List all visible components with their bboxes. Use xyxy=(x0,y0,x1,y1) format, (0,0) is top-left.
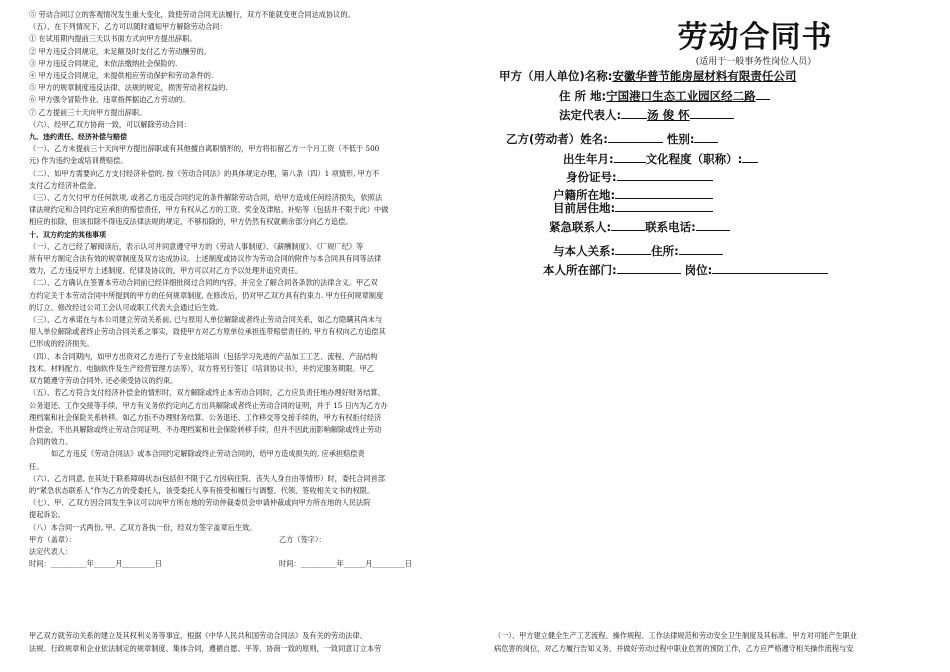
household-input[interactable] xyxy=(615,187,713,199)
legal-rep-value: 汤 俊 怀 xyxy=(647,108,690,122)
text-line: （四）、本合同期内，如甲方出资对乙方进行了专业技能培训（包括学习先进的产品加工工艺、流程、产品结构 xyxy=(29,351,378,361)
text-line: （三）、乙方欠付甲方任何款项, 或者乙方违反合同约定的条件解除劳动合同，给甲方造成任何经济损失，依照法 xyxy=(29,193,383,203)
signature-row xyxy=(29,534,454,546)
text-line: 元) 作为违约金或培训费赔偿。 xyxy=(29,156,128,166)
address-label: 住 所 地: xyxy=(559,89,607,103)
household-label: 户籍所在地: xyxy=(553,188,616,202)
text-line: 的订立、修改经过公司工会认可或职工代表大会通过后生效。 xyxy=(29,302,224,312)
text-line: 支付乙方经济补偿金。 xyxy=(29,180,101,190)
text-line: 补偿金，不出具解除或终止劳动合同证明、不办理档案和社会保险转移手续，但并不因此而影响解除或终止劳动 xyxy=(29,424,382,434)
section-heading-10: 十、双方约定的其他事项 xyxy=(29,230,106,239)
text-line: （五）、若乙方符合支付经济补偿金的情形时，双方解除或终止本劳动合同时，乙方应负责任地办理好财务结算、 xyxy=(29,388,385,398)
text-line: 甲乙双方就劳动关系的建立及其权利义务等事宜，根据《中华人民共和国劳动合同法》及有关的劳动法律、 xyxy=(29,631,367,640)
relation-input[interactable] xyxy=(615,243,651,255)
text-line: 理档案和社会保险关系转移。如乙方拒不办理财务结算、公务退还、工作移交等交接手续的，甲方有权拒付经济 xyxy=(29,412,382,422)
legal-rep-field xyxy=(559,107,734,123)
text-line: （二）、乙方确认在签署本劳动合同前已经详细批阅过合同的内容，并完全了解合同各条款的法律含义。甲乙双 xyxy=(29,278,378,288)
emergency-label: 紧急联系人: xyxy=(549,220,612,234)
text-line: 的“紧急状态联系人”作为乙方的受委托人，该受委托人享有接受和履行与调整、代领、签收相关文书的权限。 xyxy=(29,485,375,495)
text-line: （七）、甲、乙双方因合同发生争议可以向甲方所在地的劳动仲裁委员会申请仲裁或向甲方所在地的人民法院 xyxy=(29,498,371,508)
text-line: 任。 xyxy=(29,461,44,471)
text-line: 效力，乙方违反甲方上述制度、纪律及协议的，甲方可以对乙方予以处理并追究责任。 xyxy=(29,266,303,276)
birth-field xyxy=(563,151,758,167)
text-line: 法规、行政规章和企业依法制定的规章制度、集体合同，遵循自愿、平等、协商一致的原则，一致同意订立本劳 xyxy=(29,644,382,653)
text-line: 双方随遵守劳动合同外, 还必须受协议的约束。 xyxy=(29,376,178,386)
contact-phone-input[interactable] xyxy=(696,219,730,231)
education-input[interactable] xyxy=(742,151,758,163)
text-line: ③ 甲方违反合同规定，未依法缴纳社会保险的. xyxy=(29,58,178,68)
position-label: 岗位: xyxy=(684,263,713,277)
department-label: 本人所在部门: xyxy=(543,263,617,277)
emergency-input[interactable] xyxy=(611,219,645,231)
date-row xyxy=(29,558,454,570)
text-line: 用人单位解除或者终止劳动合同关系之事实，致使甲方对乙方原单位承担连带赔偿责任的, 甲方有权向乙方追偿其 xyxy=(29,327,386,337)
text-line: （一）、乙方已经了解阅读后，表示认可并同意遵守甲方的《劳动人事制度》、《薪酬制度》、《厂规厂纪》等 xyxy=(29,241,364,251)
text-line: 技术、材料配方、电脑软件及生产经营管理方法等），双方将另行签订《培训协议书》，并约定服务期限。甲乙 xyxy=(29,363,374,373)
residence-label: 目前居住地: xyxy=(553,201,616,215)
education-label: 文化程度（职称）: xyxy=(645,152,743,166)
contract-title: 劳动合同书 xyxy=(677,20,833,55)
section-heading-9: 九、违约责任、经济补偿与赔偿 xyxy=(29,133,127,142)
birth-input[interactable] xyxy=(614,151,646,163)
text-line: 如乙方违反《劳动合同法》或本合同约定解除或终止劳动合同的，给甲方造成损失的, 应承担赔偿责 xyxy=(51,449,365,459)
residence-input[interactable] xyxy=(615,200,713,212)
party-a-seal-label: 甲方（盖章）： xyxy=(29,534,76,544)
next-page-right-text xyxy=(494,629,924,655)
text-line: 相应的扣除，但该扣除不得违反法律法规的规定，不够扣除的，甲方仍然有权就剩余部分向乙方追偿。 xyxy=(29,217,353,227)
text-line: 病危害的岗位，对乙方履行告知义务，并做好劳动过程中职业危害的预防工作，乙方应严格遵守相关操作流程与安 xyxy=(494,644,854,653)
employee-name-label: 乙方(劳动者）姓名: xyxy=(506,132,608,146)
contact-phone-label: 联系电话: xyxy=(645,220,696,234)
next-page-left-text xyxy=(29,629,454,655)
id-field xyxy=(566,169,713,185)
id-label: 身份证号: xyxy=(566,170,617,184)
legal-rep-sign-label: 法定代表人： xyxy=(29,546,73,556)
position-input[interactable] xyxy=(712,262,828,274)
party-b-sign-label: 乙方（签字）： xyxy=(279,534,326,544)
emergency-field xyxy=(549,219,730,235)
text-line: （一）、甲方建立健全生产工艺流程、操作规程、工作法律规范和劳动安全卫生制度及其标准。甲方对可能产生职业 xyxy=(494,631,857,640)
gender-input[interactable] xyxy=(694,131,718,143)
text-line: ② 甲方违反合同规定，未足额及时支付乙方劳动酬劳的。 xyxy=(29,46,211,56)
cover-page xyxy=(490,10,930,67)
employer-label: 甲方（用人单位)名称: xyxy=(499,69,613,83)
text-line: ⑤ 甲方的规章制度违反法律、法规的规定，损害劳动者权益的. xyxy=(29,83,228,93)
employer-field xyxy=(499,68,796,84)
text-line: （二）、如甲方需要向乙方支付经济补偿的, 按《劳动合同法》的具体规定办理，第八条（四）1 项情形, 甲方不 xyxy=(29,168,380,178)
employer-value: 安徽华普节能房屋材料有限责任公司 xyxy=(612,69,797,83)
text-line: 已形成的经济损失。 xyxy=(29,339,94,349)
id-input[interactable] xyxy=(617,169,713,181)
text-line: （一）、乙方未提前三十天向甲方提出辞职或有其他擅自离职情形的，甲方将扣留乙方一个月工资（不低于 500 xyxy=(29,144,380,154)
text-line: （五）、在下列情况下，乙方可以随时通知甲方解除劳动合同： xyxy=(29,22,227,32)
employee-name-input[interactable] xyxy=(608,131,663,143)
text-line: （六）、经甲乙双方协商一致，可以解除劳动合同： xyxy=(29,119,191,129)
party-b-date: 时间：__________年______月_________日 xyxy=(279,559,412,569)
text-line: ⑤ 劳动合同订立的客观情况发生重大变化，致使劳动合同无法履行，双方不能就变更合同达成协议的。 xyxy=(29,10,355,19)
text-line: 提起诉讼。 xyxy=(29,510,65,520)
text-line: （八）本合同一式两份, 甲、乙双方各执一份，经双方签字盖章后生效。 xyxy=(29,522,257,532)
text-line: 所有甲方制定合法有效的规章制度及双方达成协议。上述制度或协议作为劳动合同的附件与本合同具有同等法律 xyxy=(29,254,382,264)
department-input[interactable] xyxy=(617,262,681,274)
text-line: （三）、乙方承诺在与本公司建立劳动关系前, 已与原用人单位解除或者终止劳动合同关系，如乙方隐瞒其尚未与 xyxy=(29,315,383,325)
relation-address-label: 住所: xyxy=(651,244,679,258)
text-line: ① 在试用期内提前三天以书面方式向甲方提出辞职。 xyxy=(29,34,197,44)
text-line: （六）、乙方同意, 在其处于联系障碍状态(包括但不限于乙方因病住院、丧失人身自由等情形）时，委托合同首部 xyxy=(29,473,385,483)
text-line: 律法规约定和合同约定应承担的赔偿责任，甲方有权从乙方的工资、奖金及津贴、补贴等（包括并不限于此）中做 xyxy=(29,205,389,215)
party-a-date: 时间：__________年______月_________日 xyxy=(29,559,162,569)
employee-name-field xyxy=(506,131,718,147)
text-line: 方约定关于本劳动合同中所提到的甲方的任何规章制度, 在修改后，仍对甲乙双方具有约束力. 甲方任何规章制度 xyxy=(29,290,384,300)
text-line: 公务退还、工作交接等手续，甲方有义务依约定向乙方出具解除或者终止劳动合同的证明，并于 15 日内为乙方办 xyxy=(29,400,388,410)
legal-rep-label: 法定代表人: xyxy=(559,108,622,122)
gender-label: 性别: xyxy=(666,132,695,146)
address-value: 宁国港口生态工业园区经二路 xyxy=(606,89,756,103)
text-line: ⑦ 乙方提前三十天向甲方提出辞职。 xyxy=(29,107,147,117)
contract-subtitle: (适用于一般事务性岗位人员） xyxy=(695,57,817,67)
relation-label: 与本人关系: xyxy=(553,244,616,258)
text-line: ④ 甲方违反合同规定，未提供相应劳动保护和劳动条件的. xyxy=(29,71,214,81)
residence-field xyxy=(553,200,713,216)
text-line: ⑥ 甲方强令冒险作业、违章指挥据迫乙方劳动的。 xyxy=(29,95,190,105)
text-line: 合同的效力。 xyxy=(29,437,73,447)
relation-address-input[interactable] xyxy=(679,243,723,255)
department-field xyxy=(543,262,828,278)
birth-label: 出生年月: xyxy=(563,152,614,166)
address-field xyxy=(559,88,770,104)
relation-field xyxy=(553,243,723,259)
left-page-text xyxy=(29,9,454,570)
